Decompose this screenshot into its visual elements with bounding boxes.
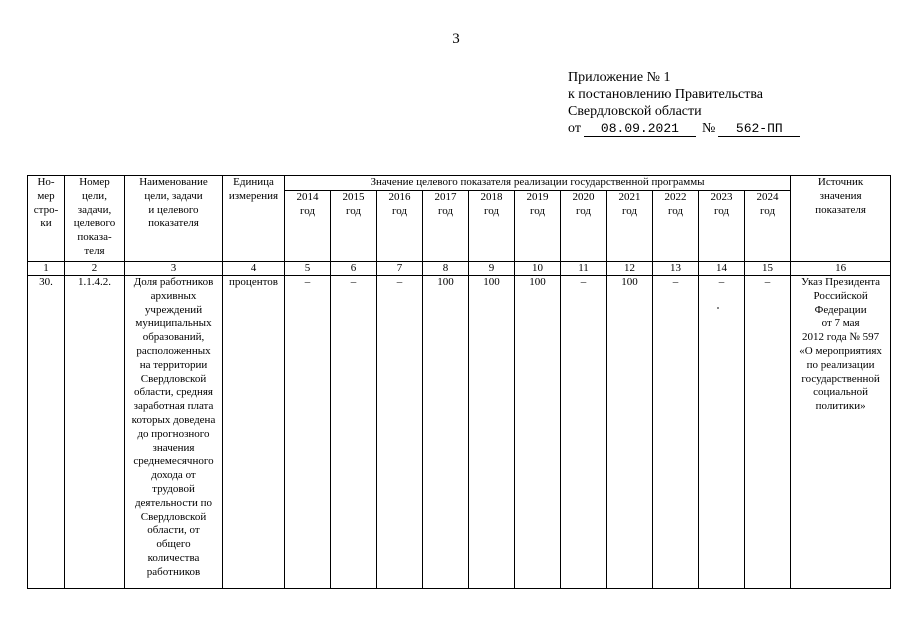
cell-value-2019: 100 <box>515 276 561 589</box>
cell-value-2016: – <box>377 276 423 589</box>
page-number: 3 <box>452 31 460 47</box>
cell-goal-number: 1.1.4.2. <box>65 276 125 589</box>
cell-row-number: 30. <box>28 276 65 589</box>
header-goal-number: Номер цели, задачи, целевого показа- теля <box>65 176 125 262</box>
header-year: 2022 год <box>653 191 699 262</box>
column-number: 3 <box>125 262 223 276</box>
from-label: от <box>568 121 581 136</box>
cell-indicator-name: Доля работников архивных учреждений муниципальных образований, расположенных на территории Свердловской области, средняя заработная плата которых доведена до прогнозного значения среднемесячного дохода от трудовой деятельности по Свердловской области, от общего количества работников <box>125 276 223 589</box>
header-year: 2014 год <box>285 191 331 262</box>
cell-value-2022: – <box>653 276 699 589</box>
appendix-block <box>568 69 800 137</box>
header-year: 2021 год <box>607 191 653 262</box>
appendix-date-line <box>568 120 800 137</box>
cell-value-2023: – <box>699 276 745 589</box>
header-year: 2020 год <box>561 191 607 262</box>
header-row-number: Но- мер стро- ки <box>28 176 65 262</box>
column-number: 14 <box>699 262 745 276</box>
header-values-group: Значение целевого показателя реализации государственной программы <box>285 176 791 191</box>
header-year: 2016 год <box>377 191 423 262</box>
column-number: 2 <box>65 262 125 276</box>
appendix-decree-line: к постановлению Правительства <box>568 87 764 102</box>
cell-value-2017: 100 <box>423 276 469 589</box>
column-number: 8 <box>423 262 469 276</box>
appendix-title: Приложение № 1 <box>568 70 671 85</box>
column-number: 6 <box>331 262 377 276</box>
header-unit: Единица измерения <box>223 176 285 262</box>
column-number: 4 <box>223 262 285 276</box>
column-number: 1 <box>28 262 65 276</box>
header-source: Источник значения показателя <box>791 176 891 262</box>
cell-value-2021: 100 <box>607 276 653 589</box>
cell-value-2024: – <box>745 276 791 589</box>
column-number: 12 <box>607 262 653 276</box>
cell-value-2014: – <box>285 276 331 589</box>
table-row <box>28 276 891 589</box>
header-year: 2019 год <box>515 191 561 262</box>
cell-value-2020: – <box>561 276 607 589</box>
header-year: 2024 год <box>745 191 791 262</box>
scan-speck <box>717 307 719 309</box>
header-year: 2017 год <box>423 191 469 262</box>
cell-value-2018: 100 <box>469 276 515 589</box>
column-number-row <box>28 262 891 276</box>
cell-value-2015: – <box>331 276 377 589</box>
header-year: 2018 год <box>469 191 515 262</box>
indicator-table <box>27 175 891 589</box>
number-label: № <box>701 121 716 136</box>
column-number: 7 <box>377 262 423 276</box>
decree-date: 08.09.2021 <box>584 122 696 137</box>
decree-number: 562-ПП <box>718 122 800 137</box>
cell-unit: процентов <box>223 276 285 589</box>
cell-source: Указ Президента Российской Федерации от 7 мая 2012 года № 597 «О мероприятиях по реализации государственной социальной политики» <box>791 276 891 589</box>
column-number: 16 <box>791 262 891 276</box>
column-number: 13 <box>653 262 699 276</box>
appendix-region-line: Свердловской области <box>568 104 702 119</box>
header-year: 2015 год <box>331 191 377 262</box>
header-row-top <box>28 176 891 191</box>
column-number: 15 <box>745 262 791 276</box>
column-number: 9 <box>469 262 515 276</box>
column-number: 5 <box>285 262 331 276</box>
column-number: 10 <box>515 262 561 276</box>
column-number: 11 <box>561 262 607 276</box>
header-name: Наименование цели, задачи и целевого показателя <box>125 176 223 262</box>
header-year: 2023 год <box>699 191 745 262</box>
